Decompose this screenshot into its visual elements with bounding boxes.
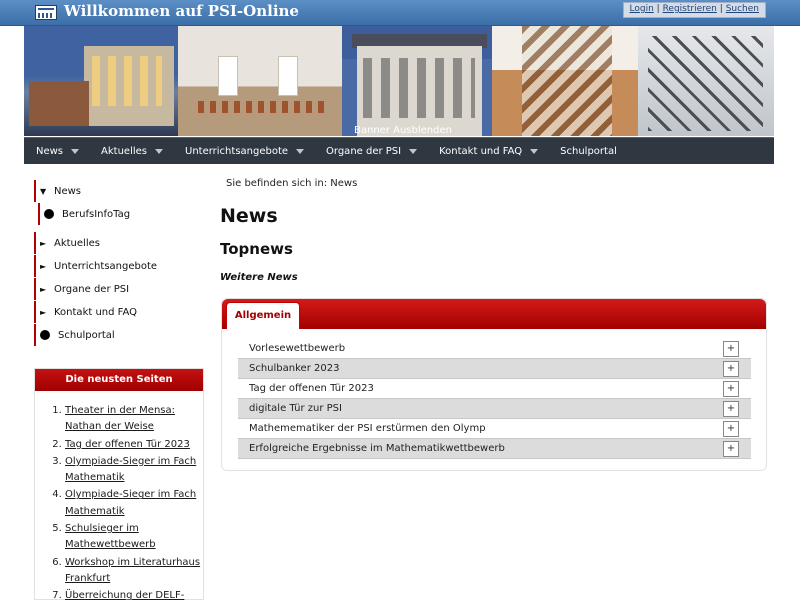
- list-item: [65, 588, 203, 600]
- tab-allgemein[interactable]: Allgemein: [226, 302, 300, 329]
- triangle-right-icon: ►: [40, 307, 47, 317]
- nav-item-news[interactable]: News: [36, 146, 79, 157]
- nav-item-kontakt[interactable]: Kontakt und FAQ: [439, 146, 538, 157]
- triangle-right-icon: ►: [40, 261, 47, 271]
- top-header: [0, 0, 800, 26]
- accordion-row[interactable]: Schulbanker 2023 +: [238, 359, 751, 379]
- caret-down-icon: [71, 149, 79, 154]
- accordion-row[interactable]: digitale Tür zur PSI +: [238, 399, 751, 419]
- expand-plus-icon[interactable]: +: [723, 341, 739, 357]
- news-tab-panel: [221, 298, 767, 471]
- banner-photo-building-night: [24, 26, 178, 136]
- school-logo-icon[interactable]: [35, 5, 57, 20]
- bullet-icon: [44, 209, 54, 219]
- sidebar-item-unterrichtsangebote[interactable]: ► Unterrichtsangebote: [34, 255, 204, 277]
- accordion-row[interactable]: Mathemematiker der PSI erstürmen den Olymp +: [238, 419, 751, 439]
- login-link[interactable]: Login: [629, 4, 654, 14]
- banner-photo-castle: [342, 26, 492, 136]
- nav-item-aktuelles[interactable]: Aktuelles: [101, 146, 163, 157]
- topnews-heading: Topnews: [220, 240, 293, 258]
- banner-photo-hall: [178, 26, 342, 136]
- list-item: [65, 437, 203, 453]
- triangle-right-icon: ►: [40, 284, 47, 294]
- page-title: News: [220, 205, 278, 227]
- triangle-down-icon: ▼: [40, 186, 47, 196]
- sidebar-navigation: [34, 180, 204, 347]
- newest-pages-title: Die neusten Seiten: [35, 369, 203, 391]
- list-item: [65, 454, 203, 487]
- newest-page-link[interactable]: Workshop im Literaturhaus Frankfurt: [65, 556, 201, 584]
- caret-down-icon: [155, 149, 163, 154]
- list-item: [65, 487, 203, 520]
- newest-page-link[interactable]: Schulsieger im Mathewettbewerb: [65, 523, 156, 551]
- newest-page-link[interactable]: Theater in der Mensa: Nathan der Weise: [65, 405, 175, 433]
- banner-hide-link[interactable]: Banner Ausblenden: [354, 125, 452, 136]
- sidebar-item-organe[interactable]: ► Organe der PSI: [34, 278, 204, 300]
- expand-plus-icon[interactable]: +: [723, 381, 739, 397]
- nav-item-organe[interactable]: Organe der PSI: [326, 146, 417, 157]
- list-item: [65, 521, 203, 554]
- main-navigation: [24, 137, 774, 164]
- sidebar-item-berufsinfotag[interactable]: BerufsInfoTag: [38, 203, 204, 225]
- newest-page-link[interactable]: Olympiade-Sieger im Fach Mathematik: [65, 489, 197, 517]
- sidebar-item-kontakt[interactable]: ► Kontakt und FAQ: [34, 301, 204, 323]
- caret-down-icon: [296, 149, 304, 154]
- accordion-row[interactable]: Vorlesewettbewerb +: [238, 339, 751, 359]
- tab-bar: [222, 299, 766, 329]
- banner-photo-staircase: [638, 26, 774, 136]
- sidebar-item-news[interactable]: ▼ News: [34, 180, 204, 202]
- caret-down-icon: [409, 149, 417, 154]
- user-links: Login | Registrieren | Suchen: [623, 2, 767, 18]
- expand-plus-icon[interactable]: +: [723, 401, 739, 417]
- expand-plus-icon[interactable]: +: [723, 441, 739, 457]
- sidebar-item-aktuelles[interactable]: ► Aktuelles: [34, 232, 204, 254]
- bullet-icon: [40, 330, 50, 340]
- banner-photo-stairs: [492, 26, 638, 136]
- newest-pages-list: [35, 403, 203, 600]
- expand-plus-icon[interactable]: +: [723, 421, 739, 437]
- accordion-row[interactable]: Erfolgreiche Ergebnisse im Mathematikwettbewerb +: [238, 439, 751, 459]
- nav-item-unterrichtsangebote[interactable]: Unterrichtsangebote: [185, 146, 304, 157]
- newest-page-link[interactable]: Olympiade-Sieger im Fach Mathematik: [65, 455, 197, 484]
- newest-page-link[interactable]: Überreichung der DELF-: [65, 590, 185, 600]
- more-news-heading: Weitere News: [220, 272, 298, 283]
- accordion-row[interactable]: Tag der offenen Tür 2023 +: [238, 379, 751, 399]
- expand-plus-icon[interactable]: +: [723, 361, 739, 377]
- search-link[interactable]: Suchen: [725, 4, 759, 14]
- register-link[interactable]: Registrieren: [662, 4, 717, 14]
- breadcrumb: Sie befinden sich in: News: [226, 178, 358, 189]
- newest-page-link[interactable]: Tag der offenen Tür 2023: [65, 438, 190, 450]
- newest-pages-box: [34, 368, 204, 600]
- header-banner: [24, 26, 774, 136]
- caret-down-icon: [530, 149, 538, 154]
- list-item: [65, 403, 203, 436]
- triangle-right-icon: ►: [40, 238, 47, 248]
- news-accordion: [238, 339, 751, 459]
- nav-item-schulportal[interactable]: Schulportal: [560, 146, 617, 157]
- list-item: [65, 555, 203, 588]
- sidebar-item-schulportal[interactable]: Schulportal: [34, 324, 204, 346]
- site-title: Willkommen auf PSI-Online: [64, 2, 299, 20]
